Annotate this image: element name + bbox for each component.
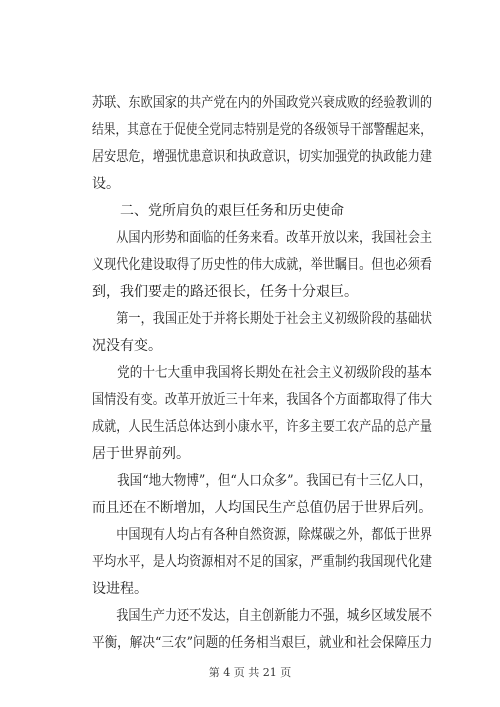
text-line: 平衡，解决“三农”问题的任务相当艰巨，就业和社会保障压力: [92, 635, 433, 651]
paragraph: [92, 306, 432, 360]
text-line: 设。: [92, 176, 120, 192]
text-line: 我国“地大物博”，但“人口众多”。我国已有十三亿人口，: [92, 473, 432, 489]
text-line: 第一，我国正处于并将长期处于社会主义初级阶段的基础状: [92, 311, 432, 327]
text-line: 结果，其意在于促使全党同志特别是党的各级领导干部警醒起来，: [92, 122, 432, 138]
paragraph: [92, 468, 432, 522]
text-line: 党的十七大重申我国将长期处在社会主义初级阶段的基本: [92, 365, 433, 381]
text-line: 中国现有人均占有各种自然资源，除煤碳之外，都低于世界: [92, 527, 432, 543]
paragraph: [92, 522, 432, 603]
paragraph: [92, 225, 432, 306]
text-line: 苏联、东欧国家的共产党在内的外国政党兴衰成败的经验教训的: [92, 95, 432, 111]
text-line: 从国内形势和面临的任务来看。改革开放以来，我国社会主: [92, 230, 432, 246]
paragraph: [92, 90, 432, 198]
text-line: 居安思危，增强忧患意识和执政意识，切实加强党的执政能力建: [92, 149, 432, 165]
text-line: 设进程。: [92, 581, 148, 597]
paragraph: [92, 603, 432, 657]
text-line: 居于世界前列。: [92, 446, 190, 462]
text-line: 国情没有变。改革开放近三十年来，我国各个方面都取得了伟大: [92, 392, 432, 408]
page-number: 第 4 页 共 21 页: [208, 666, 292, 679]
text-line: 而且还在不断增加，人均国民生产总值仍居于世界后列。: [92, 500, 432, 516]
text-line: 到，我们要走的路还很长，任务十分艰巨。: [92, 284, 358, 300]
text-line: 二、党所肩负的艰巨任务和历史使命: [92, 203, 344, 219]
page-footer: [0, 666, 500, 680]
document-body: [92, 90, 432, 657]
paragraph: [92, 360, 432, 468]
text-line: 我国生产力还不发达，自主创新能力不强，城乡区域发展不: [92, 608, 432, 624]
text-line: 况没有变。: [92, 338, 162, 354]
text-line: 平均水平，是人均资源相对不足的国家，严重制约我国现代化建: [92, 554, 432, 570]
text-line: 成就，人民生活总体达到小康水平，许多主要工农产品的总产量: [92, 419, 432, 435]
section-heading: [92, 198, 432, 225]
text-line: 义现代化建设取得了历史性的伟大成就，举世瞩目。但也必须看: [92, 257, 432, 273]
